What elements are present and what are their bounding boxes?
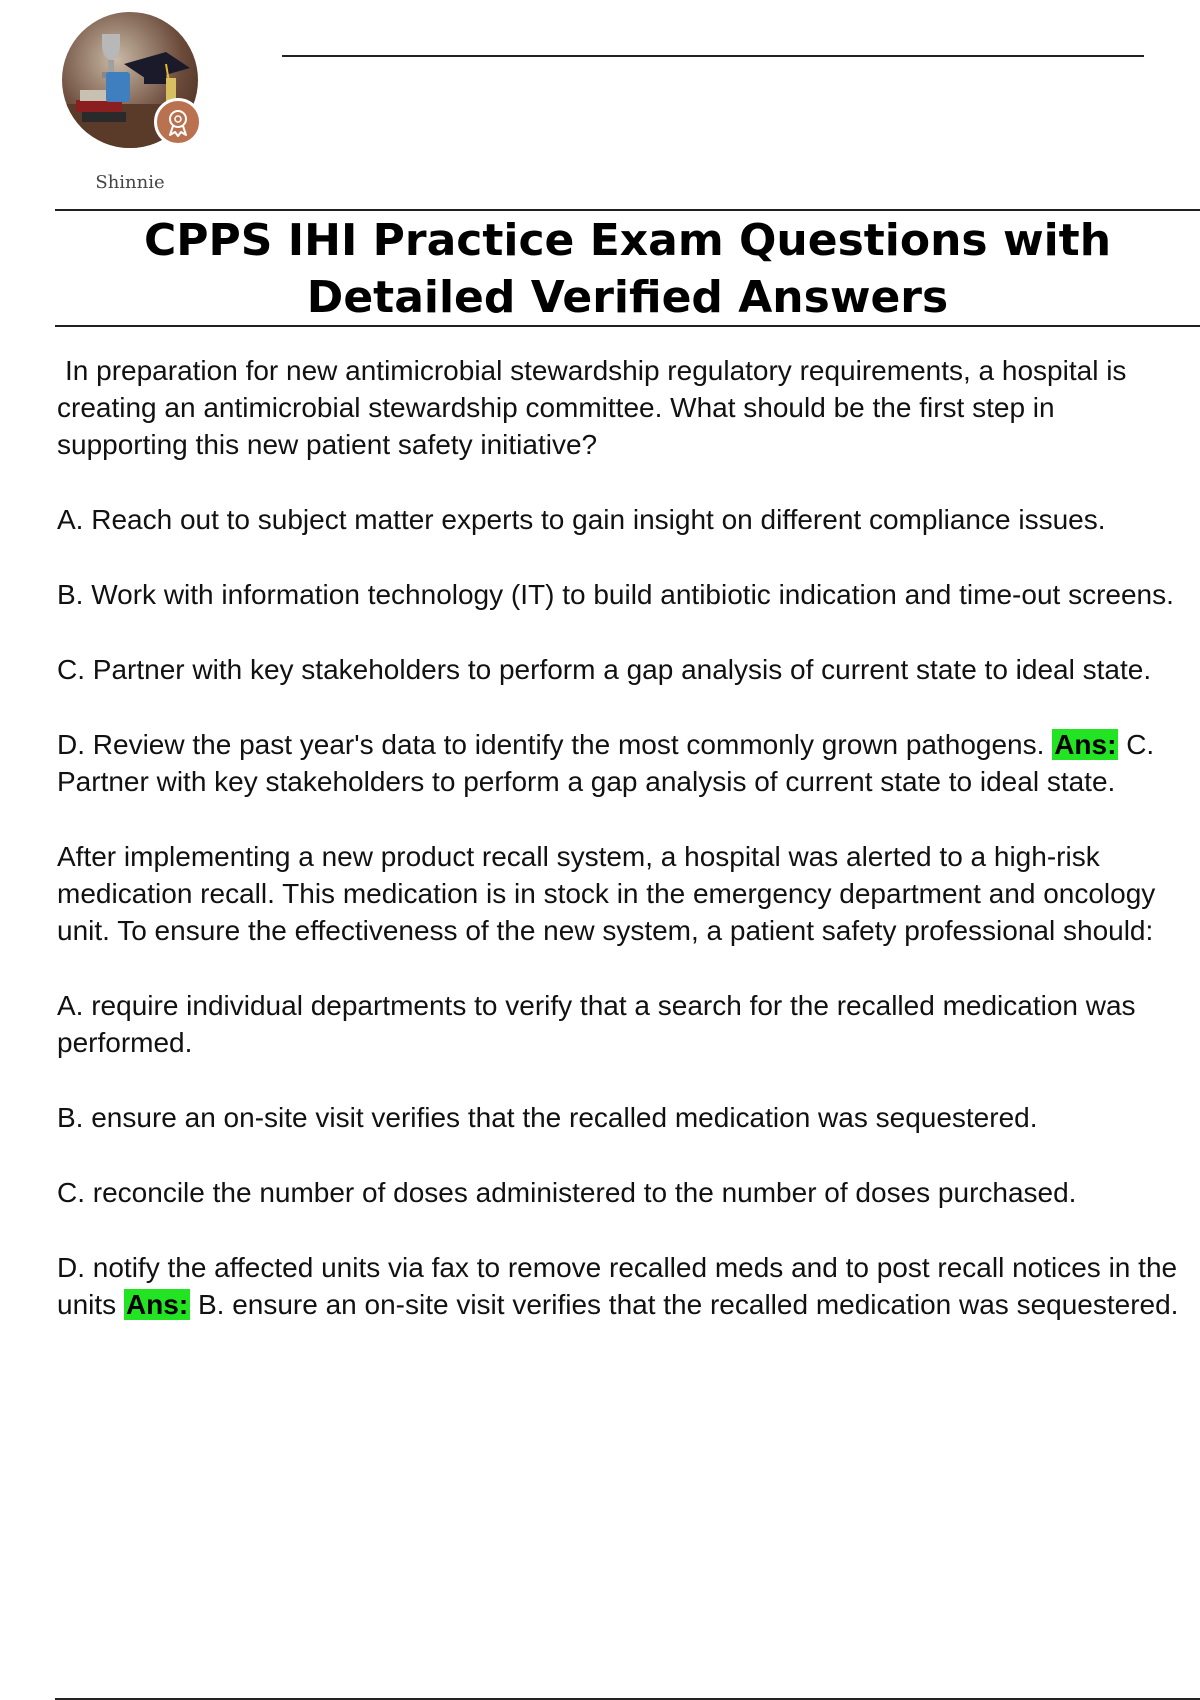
- award-ribbon-icon: [154, 98, 202, 146]
- brand-name: Shinnie: [95, 172, 165, 193]
- answer-label: Ans:: [1054, 729, 1117, 760]
- question-2-text: After implementing a new product recall system, a hospital was alerted to a high-risk medication recall. This medication is in stock in the emergency department and oncology unit. To ensure the effectiveness of the new system, a patient safety professional should:: [57, 841, 1156, 946]
- question-2-option-c: C. reconcile the number of doses administered to the number of doses purchased.: [57, 1177, 1077, 1208]
- question-1-text: In preparation for new antimicrobial stewardship regulatory requirements, a hospital is creating an antimicrobial stewardship committee. What should be the first step in supporting this new patient safety initiative?: [57, 355, 1127, 460]
- question-1-option-c: C. Partner with key stakeholders to perform a gap analysis of current state to ideal state.: [57, 654, 1152, 685]
- question-2-option-d: D. notify the affected units via fax to remove recalled meds and to post recall notices in the units: [57, 1252, 1178, 1320]
- logo: [62, 12, 198, 148]
- title-bottom-divider: [55, 325, 1200, 327]
- question-2-answer: B. ensure an on-site visit verifies that the recalled medication was sequestered.: [197, 1289, 1179, 1320]
- question-1-option-d: D. Review the past year's data to identify the most commonly grown pathogens.: [57, 729, 1045, 760]
- document-title: CPPS IHI Practice Exam Questions with Detailed Verified Answers: [143, 215, 1112, 323]
- question-2-option-b: B. ensure an on-site visit verifies that the recalled medication was sequestered.: [57, 1102, 1038, 1133]
- question-2-option-a: A. require individual departments to verify that a search for the recalled medication was performed.: [57, 990, 1136, 1058]
- title-top-divider: [55, 209, 1200, 211]
- question-1-option-d-with-answer: [57, 726, 1182, 800]
- header-divider: [282, 55, 1144, 57]
- question-1-option-b: B. Work with information technology (IT) to build antibiotic indication and time-out screens.: [57, 579, 1174, 610]
- question-2-option-d-with-answer: [57, 1249, 1182, 1323]
- answer-label: Ans:: [125, 1289, 189, 1320]
- question-1-option-a: A. Reach out to subject matter experts to gain insight on different compliance issues.: [57, 504, 1106, 535]
- question-1-answer: C. Partner with key stakeholders to perform a gap analysis of current state to ideal state.: [57, 729, 1155, 797]
- document-body: [57, 352, 1182, 1361]
